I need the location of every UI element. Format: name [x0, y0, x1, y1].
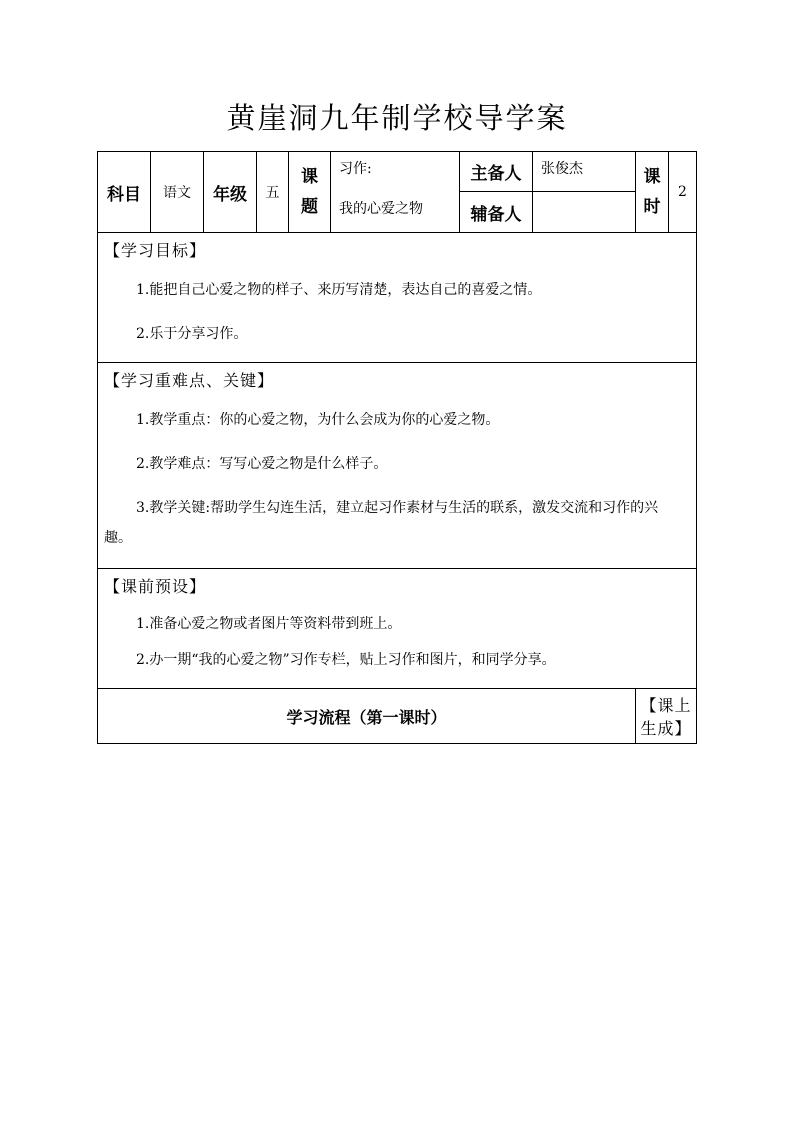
class-generation-title: 【课上生成】 [636, 689, 697, 744]
topic-label-char-2: 题 [301, 197, 318, 217]
subject-value: 语文 [151, 152, 204, 233]
topic-label-char-1: 课 [301, 167, 318, 187]
period-label [636, 152, 669, 233]
preparation-section [98, 569, 697, 689]
period-label-char-2: 时 [643, 197, 661, 217]
topic-label [289, 152, 331, 233]
objectives-title: 【学习目标】 [104, 241, 207, 260]
objective-item: 1.能把自己心爱之物的样子、来历写清楚，表达自己的喜爱之情。 [136, 282, 542, 298]
document-title: 黄崖洞九年制学校导学案 [226, 101, 568, 135]
preparation-item: 1.准备心爱之物或者图片等资料带到班上。 [136, 616, 402, 632]
grade-value: 五 [257, 152, 289, 233]
subject-label: 科目 [98, 152, 151, 233]
key-point-item: 1.教学重点：你的心爱之物，为什么会成为你的心爱之物。 [136, 412, 500, 428]
main-preparer-label: 主备人 [460, 152, 533, 192]
topic-value [331, 152, 460, 233]
main-preparer-value: 张俊杰 [533, 152, 636, 192]
period-label-char-1: 课 [643, 167, 661, 187]
grade-label: 年级 [204, 152, 257, 233]
key-point-item: 3.教学关键:帮助学生勾连生活，建立起习作素材与生活的联系，激发交流和习作的兴趣。 [104, 500, 659, 546]
key-points-section [98, 363, 697, 569]
preparation-title: 【课前预设】 [104, 577, 207, 596]
preparation-item: 2.办一期“我的心爱之物”习作专栏，贴上习作和图片，和同学分享。 [136, 652, 556, 668]
objectives-section [98, 233, 697, 363]
topic-value-line-2: 我的心爱之物 [339, 201, 423, 217]
topic-value-line-1: 习作: [339, 161, 372, 177]
key-points-title: 【学习重难点、关键】 [104, 371, 275, 390]
learning-process-title: 学习流程（第一课时） [98, 689, 636, 744]
objective-item: 2.乐于分享习作。 [136, 326, 248, 342]
assistant-preparer-value [533, 192, 636, 233]
period-value: 2 [669, 152, 697, 233]
lesson-plan-table [97, 151, 697, 744]
key-point-item: 2.教学难点：写写心爱之物是什么样子。 [136, 456, 388, 472]
assistant-preparer-label: 辅备人 [460, 192, 533, 233]
